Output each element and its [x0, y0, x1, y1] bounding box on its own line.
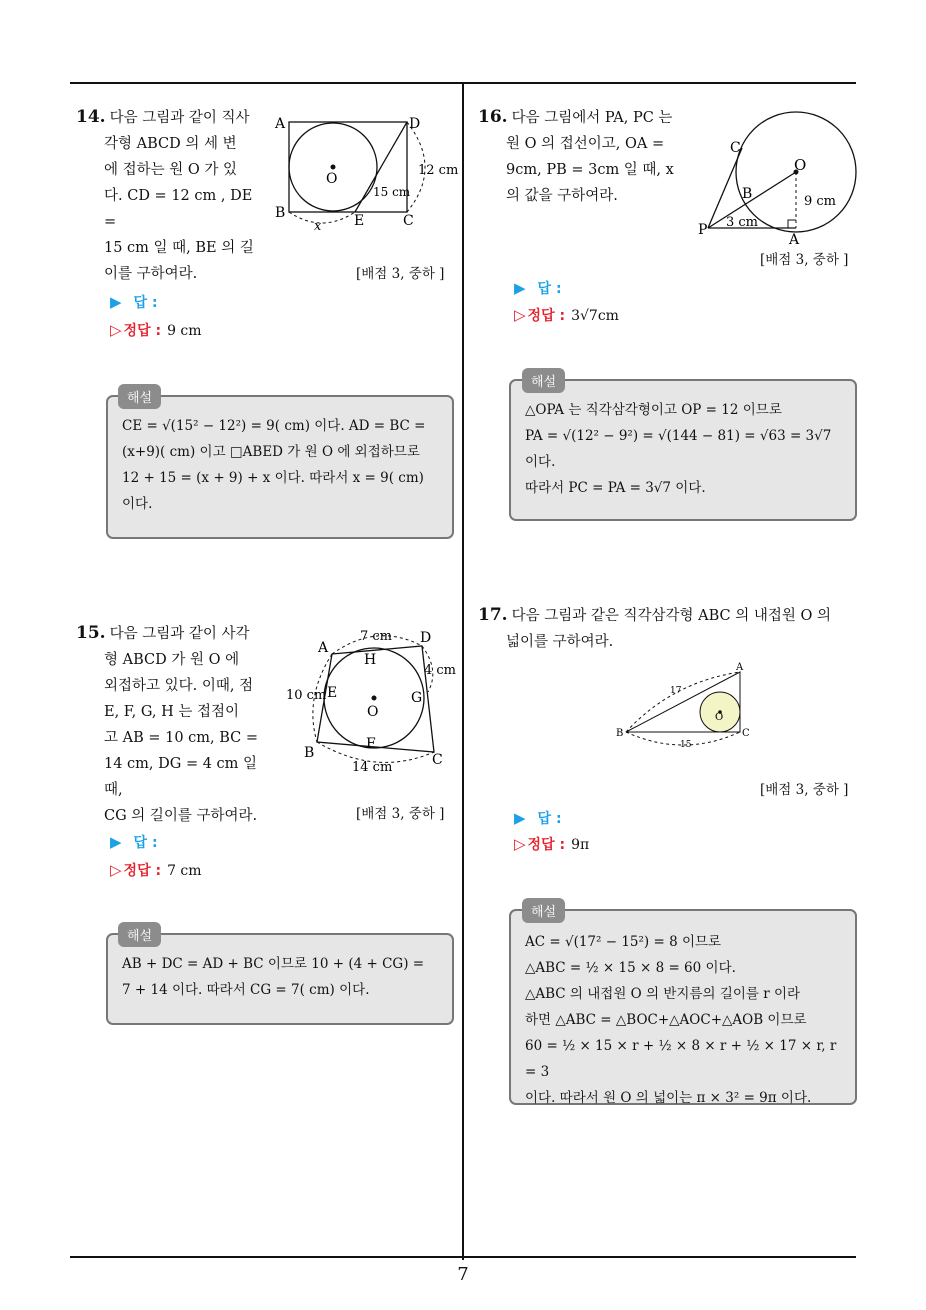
q15-expl-line-2: 7 + 14 이다. 따라서 CG = 7( cm) 이다. — [122, 982, 370, 998]
q17-label-a: A — [736, 662, 744, 673]
q15-label-f: F — [366, 736, 376, 752]
answer-label: 답 : — [537, 811, 562, 827]
q15-answer — [110, 832, 158, 852]
q17-figure — [612, 660, 762, 756]
q15-label-g: G — [411, 690, 423, 706]
q15-line-5: 고 AB = 10 cm, BC = — [104, 730, 259, 746]
q15-label-bc: 14 cm — [352, 760, 393, 775]
q15-label-b: B — [304, 745, 315, 761]
q16-label-b: B — [742, 186, 753, 202]
q15-label-e: E — [327, 685, 338, 701]
q15-meta: [배점 3, 중하 ] — [356, 806, 445, 822]
q15-explanation-box — [106, 933, 454, 1025]
q14-explanation-tag: 해설 — [118, 384, 161, 409]
q14-figure — [268, 108, 460, 234]
q16-line-1: 16. 다음 그림에서 PA, PC 는 — [478, 107, 673, 127]
q17-expl-line-1: AC = √(17² − 15²) = 8 이므로 — [525, 934, 722, 950]
q14-answer — [110, 292, 158, 312]
q14-label-x: x — [314, 219, 322, 234]
q15-label-o: O — [367, 704, 379, 720]
q16-line-2: 원 O 의 접선이고, OA = — [506, 136, 665, 152]
q17-expl-line-5: 60 = ½ × 15 × r + ½ × 8 × r + ½ × 17 × r, r = 3 — [525, 1038, 837, 1080]
q14-solution-value: 9 cm — [167, 323, 202, 339]
q16-meta: [배점 3, 중하 ] — [760, 252, 849, 268]
q14-label-c: C — [403, 213, 414, 229]
q14-line-6: 이를 구하여라. — [104, 266, 198, 282]
q14-explanation-box — [106, 395, 454, 539]
q14-label-de: 15 cm — [373, 185, 411, 199]
q15-explanation-tag: 해설 — [118, 922, 161, 947]
q15-label-c: C — [432, 752, 443, 768]
q15-label-d: D — [420, 630, 432, 646]
q14-meta: [배점 3, 중하 ] — [356, 266, 445, 282]
q17-label-ab: 17 — [670, 686, 682, 696]
answer-label: 답 : — [537, 281, 562, 297]
q17-label-b: B — [616, 728, 624, 739]
q17-meta: [배점 3, 중하 ] — [760, 782, 849, 798]
q16-label-oa: 9 cm — [804, 194, 837, 209]
q16-expl-line-4: 따라서 PC = PA = 3√7 이다. — [525, 480, 706, 496]
q16-line-4: 의 값을 구하여라. — [506, 188, 618, 204]
q16-expl-line-1: △OPA 는 직각삼각형이고 OP = 12 이므로 — [525, 402, 782, 418]
answer-arrow-icon: ▶ — [514, 279, 526, 297]
q17-explanation-box — [509, 909, 857, 1105]
q15-line-7: CG 의 길이를 구하여라. — [104, 808, 258, 824]
q14-label-cd: 12 cm — [418, 163, 459, 178]
q14-expl-line-1: CE = √(15² − 12²) = 9( cm) 이다. AD = BC = — [122, 418, 426, 434]
q17-number: 17. — [478, 605, 508, 625]
answer-arrow-icon: ▶ — [110, 833, 122, 851]
q16-label-c: C — [730, 140, 741, 156]
q14-label-a: A — [275, 116, 286, 132]
q15-center-dot — [372, 696, 377, 701]
q16-solution-value: 3√7cm — [571, 308, 619, 324]
q14-center-dot — [331, 165, 336, 170]
q16-text — [478, 104, 688, 209]
solution-arrow-icon: ▷ — [110, 321, 122, 339]
page-number: 7 — [457, 1264, 469, 1285]
q17-solution — [514, 834, 589, 854]
q14-text — [76, 104, 266, 287]
q17-expl-line-2: △ABC = ½ × 15 × 8 = 60 이다. — [525, 960, 736, 976]
q15-line-6: 14 cm, DG = 4 cm 일 때, — [104, 756, 258, 798]
q15-solution-value: 7 cm — [167, 863, 202, 879]
q15-line-1: 15. 다음 그림과 같이 사각 — [76, 623, 250, 643]
q17-label-o: O — [715, 712, 724, 723]
q14-dashed-arc-x — [289, 212, 355, 223]
q17-line-1: 17. 다음 그림과 같은 직각삼각형 ABC 의 내접원 O 의 — [478, 605, 831, 625]
q15-label-h: H — [364, 652, 377, 668]
answer-arrow-icon: ▶ — [514, 809, 526, 827]
q16-explanation-box — [509, 379, 857, 521]
q14-label-d: D — [409, 116, 421, 132]
q16-expl-line-2: PA = √(12² − 9²) = √(144 − 81) = √63 = 3√7 — [525, 428, 832, 444]
q17-label-bc: 15 — [680, 740, 692, 750]
q17-line-2: 넓이를 구하여라. — [506, 634, 614, 650]
solution-label: 정답 : — [527, 837, 566, 853]
q15-expl-line-1: AB + DC = AD + BC 이므로 10 + (4 + CG) = — [122, 956, 425, 972]
q14-number: 14. — [76, 107, 106, 127]
answer-label: 답 : — [133, 295, 158, 311]
q17-label-c: C — [742, 728, 750, 739]
q15-label-dg: 4 cm — [424, 663, 457, 678]
q17-expl-line-6: 이다. 따라서 원 O 의 넓이는 π × 3² = 9π 이다. — [525, 1090, 812, 1106]
q17-answer — [514, 808, 562, 828]
q15-line-3: 외접하고 있다. 이때, 점 — [104, 678, 254, 694]
q16-label-pb: 3 cm — [726, 215, 759, 230]
q15-line-4: E, F, G, H 는 접점이 — [104, 704, 239, 720]
column-divider — [462, 82, 464, 1260]
q14-expl-line-2: (x+9)( cm) 이고 □ABED 가 원 O 에 외접하므로 — [122, 444, 420, 460]
solution-arrow-icon: ▷ — [110, 861, 122, 879]
q17-explanation-tag: 해설 — [522, 898, 565, 923]
q14-label-e: E — [354, 213, 365, 229]
bottom-rule — [70, 1256, 856, 1258]
q14-solution — [110, 320, 202, 340]
q14-expl-line-4: 이다. — [122, 496, 153, 512]
q14-line-1: 14. 다음 그림과 같이 직사 — [76, 107, 250, 127]
q17-expl-line-4: 하면 △ABC = △BOC+△AOC+△AOB 이므로 — [525, 1012, 807, 1028]
q16-label-o: O — [794, 156, 807, 174]
q15-number: 15. — [76, 623, 106, 643]
solution-arrow-icon: ▷ — [514, 306, 526, 324]
q14-line-3: 에 접하는 원 O 가 있 — [104, 162, 237, 178]
q15-solution — [110, 860, 202, 880]
q17-text — [478, 602, 862, 655]
q15-label-ab: 10 cm — [286, 688, 327, 703]
q16-solution — [514, 305, 619, 325]
q17-expl-line-3: △ABC 의 내접원 O 의 반지름의 길이를 r 이라 — [525, 986, 801, 1002]
solution-label: 정답 : — [123, 863, 162, 879]
q14-label-b: B — [275, 205, 286, 221]
q16-explanation-tag: 해설 — [522, 368, 565, 393]
q17-solution-value: 9π — [571, 837, 590, 853]
q14-line-2: 각형 ABCD 의 세 변 — [104, 136, 237, 152]
q14-line-5: 15 cm 일 때, BE 의 길 — [104, 240, 254, 256]
answer-label: 답 : — [133, 835, 158, 851]
q15-label-ad: 7 cm — [360, 629, 393, 644]
q15-figure — [282, 622, 460, 778]
q15-line-2: 형 ABCD 가 원 O 에 — [104, 652, 240, 668]
q16-label-p: P — [698, 222, 708, 238]
q16-right-angle-mark — [788, 220, 796, 228]
solution-label: 정답 : — [527, 308, 566, 324]
solution-label: 정답 : — [123, 323, 162, 339]
q16-figure — [696, 110, 860, 246]
q16-line-3: 9cm, PB = 3cm 일 때, x — [506, 162, 674, 178]
q15-label-a: A — [318, 640, 329, 656]
solution-arrow-icon: ▷ — [514, 835, 526, 853]
q16-number: 16. — [478, 107, 508, 127]
q16-expl-line-3: 이다. — [525, 454, 556, 470]
q15-text — [76, 620, 276, 829]
q14-label-o: O — [326, 171, 338, 187]
q16-label-a: A — [789, 232, 800, 246]
q14-expl-line-3: 12 + 15 = (x + 9) + x 이다. 따라서 x = 9( cm) — [122, 470, 424, 486]
q16-answer — [514, 278, 562, 298]
answer-arrow-icon: ▶ — [110, 293, 122, 311]
q14-line-4: 다. CD = 12 cm , DE = — [104, 188, 253, 230]
